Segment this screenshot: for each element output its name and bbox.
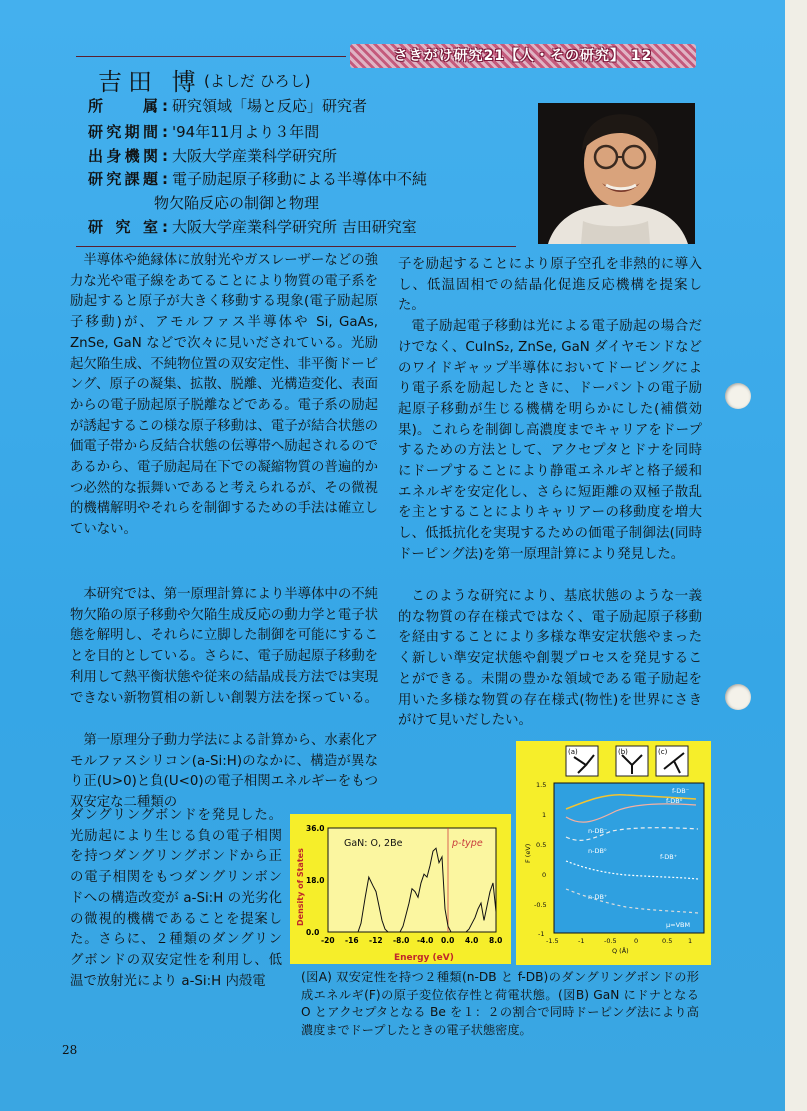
y-axis-label: Density of States	[296, 848, 305, 926]
svg-text:0.5: 0.5	[662, 937, 673, 945]
paragraph: 第一原理分子動力学法による計算から、水素化アモルファスシリコン(a-Si:H)のなかに、構造が異なり正(U>0)と負(U<0)の電子相関エネルギーをもつ双安定な二種類の	[70, 733, 378, 811]
paragraph: 電子励起電子移動は光による電子励起の場合だけでなく、CuInS₂, ZnSe, GaN ダイヤモンドなどのワイドギャップ半導体においてドーピングにより電子系を励起したときに、ドーパントの電子励起原子移動が生じる機構を明らかにした(補償効果)。これらを制御し高濃度までキャリアをドープするための方法として、アクセプタとドナを同時にドープすることにより静電エネルギと格子緩和エネルギを安定化し、さらに短距離の双極子散乱を主とすることによりキャリアーの移動度を増大し、低抵抗化を実現するための価電子制御法(同時ドーピング法)を第一原理計算により発見した。	[398, 319, 702, 562]
svg-text:0.5: 0.5	[536, 841, 547, 849]
person-name: 吉田 博	[98, 68, 202, 96]
x-tick-label: 4.0	[465, 936, 479, 945]
header-rule	[76, 246, 516, 247]
figure-a-insets	[566, 746, 688, 776]
profile-value: 大阪大学産業科学研究所	[172, 147, 338, 165]
profile-lab: 研究室 : 大阪大学産業科学研究所 吉田研究室	[88, 218, 417, 236]
svg-text:μ=VBM: μ=VBM	[666, 921, 691, 929]
profile-topic-cont: 物欠陥反応の制御と物理	[154, 194, 320, 212]
profile-origin: 出身機関 : 大阪大学産業科学研究所	[88, 147, 338, 165]
body-column-1-narrow	[70, 806, 282, 992]
page-edge	[785, 0, 807, 1111]
paragraph: 半導体や絶縁体に放射光やガスレーザーなどの強力な光や電子線をあてることにより物質の電子系を励起すると原子が大きく移動する現象(電子励起原子移動)が、アモルファス半導体や Si, GaAs, ZnSe, GaN などで次々に見いだされている。光励起欠陥生成、不純物位置の双安定性、非平衡ドーピング、原子の凝集、拡散、脱離、光構造変化、表面からの電子励起原子脱離などである。電子系の励起が誘起するこの様な原子移動は、電子が結合状態の価電子帯から反結合状態の伝導帯へ励起されるのであるから、電子励起局在下での凝縮物質の普遍的かつ必然的な振舞いであると考えられるが、その微視的機構解明やそれらを制御するための手法は確立していない。	[70, 253, 378, 538]
body-column-2	[398, 587, 702, 732]
chart-annotation: p-type	[452, 838, 483, 849]
x-tick-label: -20	[321, 936, 335, 945]
y-axis-label: F (eV)	[524, 843, 532, 863]
profile-value: 電子励起原子移動による半導体中不純	[172, 170, 428, 188]
profile-period: 研究期間 : '94年11月より３年間	[88, 123, 320, 141]
page-number: 28	[62, 1043, 78, 1057]
svg-text:-1.5: -1.5	[546, 937, 559, 945]
profile-label: 研究課題	[88, 170, 158, 188]
panel-label: (a)	[568, 748, 578, 756]
profile-topic: 研究課題 : 電子励起原子移動による半導体中不純	[88, 170, 428, 188]
x-axis-label: Energy (eV)	[394, 953, 454, 963]
body-column-1	[70, 251, 378, 541]
svg-text:n-DB⁻: n-DB⁻	[588, 827, 608, 835]
figure-caption: (図A) 双安定性を持つ２種類(n-DB と f-DB)のダングリングボンドの形成エネルギ(F)の原子変位依存性と荷電状態。(図B) GaN にドナとなる O とアクセプタとなる Be を１：２の割合で同時ドーピング法により高濃度までドープしたときの電子状態密度。	[301, 970, 699, 1037]
y-tick-label: 36.0	[306, 824, 325, 833]
figure-b	[290, 814, 511, 964]
person-reading: (よしだ ひろし)	[204, 72, 311, 90]
portrait-photo	[538, 103, 695, 244]
binder-hole	[725, 383, 751, 409]
paragraph: 子を励起することにより原子空孔を非熱的に導入し、低温固相での結晶化促進反応機構を提案した。	[398, 257, 702, 314]
paragraph: 本研究では、第一原理計算により半導体中の不純物欠陥の原子移動や欠陥生成反応の動力学と電子状態を解明し、それらに立脚した制御を可能にすることを目的としている。さらに、電子励起原子移動を利用して熱平衡状態や従来の結晶成長方法では実現できない新物質相の新しい創製方法を探っている。	[70, 587, 378, 706]
svg-text:n-DB⁺: n-DB⁺	[588, 893, 608, 901]
svg-text:f-DB⁺: f-DB⁺	[660, 853, 678, 861]
profile-affiliation: 所属 : 研究領域「場と反応」研究者	[88, 97, 368, 115]
x-tick-label: 0.0	[441, 936, 455, 945]
svg-text:0: 0	[542, 871, 547, 879]
binder-hole	[725, 684, 751, 710]
x-tick-label: -8.0	[393, 936, 410, 945]
svg-text:1: 1	[542, 811, 547, 819]
svg-text:1.5: 1.5	[536, 781, 547, 789]
paragraph: このような研究により、基底状態のような一義的な物質の存在様式ではなく、電子励起原子移動を経由することにより多様な準安定状態やまったく新しい準安定状態や創製プロセスを発見することができる。未開の豊かな領域である電子励起を用いた多様な物質の存在様式(物性)を世界にさきがけて見いだしたい。	[398, 589, 702, 729]
y-tick-label: 18.0	[306, 876, 325, 885]
x-tick-label: -4.0	[417, 936, 434, 945]
chart-legend: GaN: O, 2Be	[344, 838, 403, 849]
profile-value: 研究領域「場と反応」研究者	[172, 97, 368, 115]
svg-text:f-DB⁻: f-DB⁻	[672, 787, 690, 795]
profile-label: 研究室	[88, 218, 158, 236]
profile-label: 出身機関	[88, 147, 158, 165]
x-tick-label: -12	[369, 936, 383, 945]
svg-text:-0.5: -0.5	[534, 901, 547, 909]
x-tick-label: 8.0	[489, 936, 503, 945]
body-column-1	[70, 731, 378, 814]
profile-label: 研究期間	[88, 123, 158, 141]
body-column-2	[398, 255, 702, 566]
svg-text:1: 1	[688, 937, 693, 945]
svg-text:f-DB⁰: f-DB⁰	[666, 797, 683, 805]
y-tick-label: 0.0	[306, 928, 320, 937]
svg-text:-1: -1	[578, 937, 585, 945]
svg-text:-1: -1	[538, 930, 545, 938]
panel-label: (c)	[658, 748, 668, 756]
figure-a	[516, 741, 711, 965]
paragraph: ダングリングボンドを発見した。光励起により生じる負の電子相関を持つダングリングボンドから正の電子相関をもつダングリンボンドへの構造改変が a-Si:H の光劣化の微視的機構であることを提案した。さらに、２種類のダングリングボンドの双安定性を利用し、低温で放射光により a-Si:H 内殻電	[70, 808, 282, 989]
series-title: さきがけ研究21【人・その研究】 12	[393, 48, 653, 64]
profile-label: 所属	[88, 97, 158, 115]
svg-text:0: 0	[634, 937, 639, 945]
panel-label: (b)	[618, 748, 628, 756]
body-column-1	[70, 585, 378, 709]
header-rule	[76, 56, 346, 57]
x-tick-label: -16	[345, 936, 359, 945]
svg-text:-0.5: -0.5	[604, 937, 617, 945]
profile-value: '94年11月より３年間	[172, 123, 320, 141]
profile-value: 大阪大学産業科学研究所 吉田研究室	[172, 218, 417, 236]
x-axis-label: Q (Å)	[612, 947, 629, 955]
svg-text:n-DB⁰: n-DB⁰	[588, 847, 607, 855]
